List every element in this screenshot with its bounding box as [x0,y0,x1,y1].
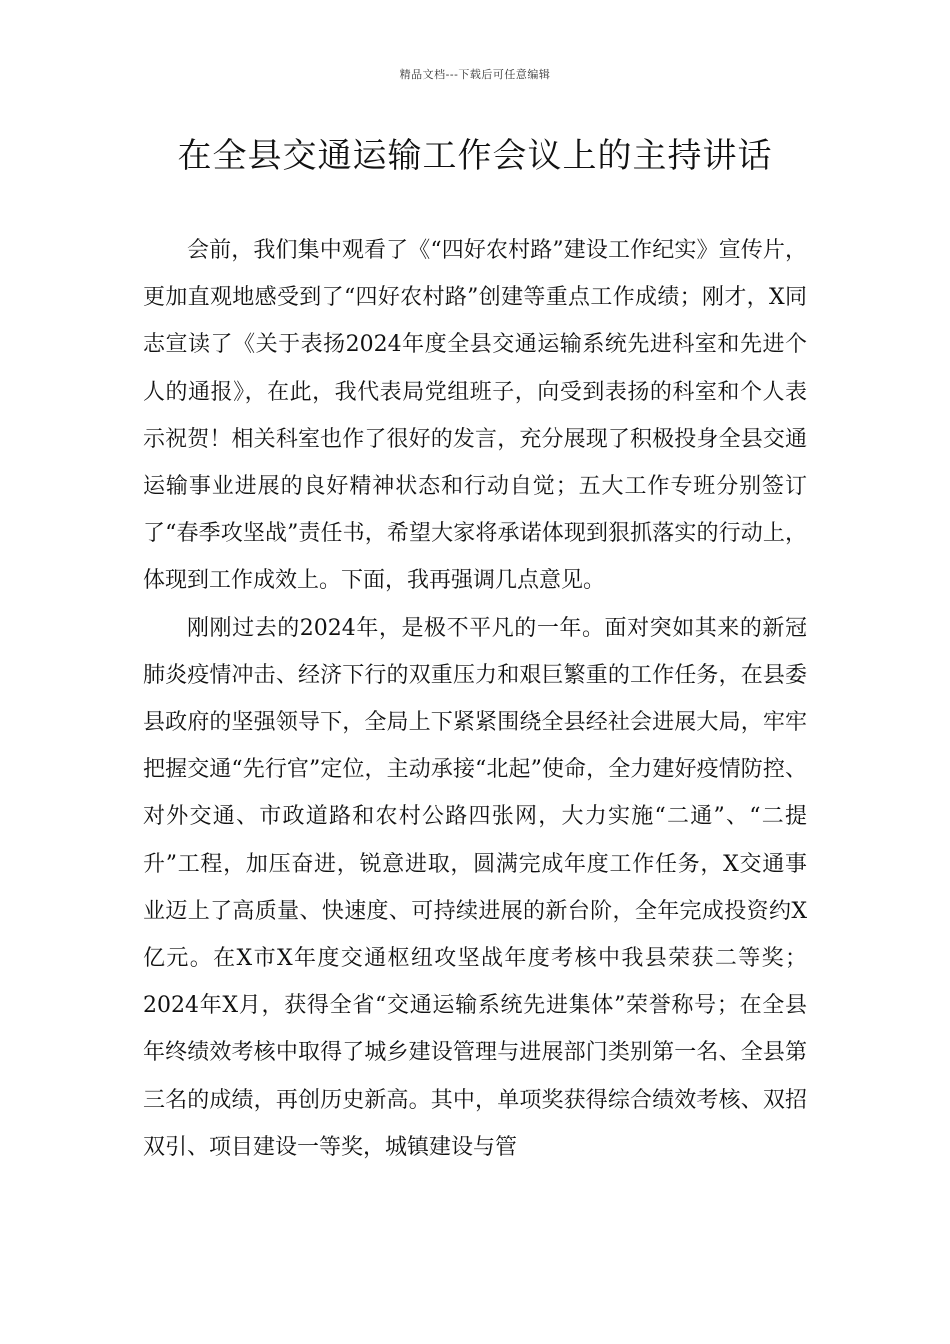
document-body [143,227,807,1171]
paragraph: 会前，我们集中观看了《“四好农村路”建设工作纪实》宣传片，更加直观地感受到了“四好农村路”创建等重点工作成绩；刚才，X同志宣读了《关于表扬2024年度全县交通运输系统先进科室和先进个人的通报》，在此，我代表局党组班子，向受到表扬的科室和个人表示祝贺！相关科室也作了很好的发言，充分展现了积极投身全县交通运输事业进展的良好精神状态和行动自觉；五大工作专班分别签订了“春季攻坚战”责任书，希望大家将承诺体现到狠抓落实的行动上，体现到工作成效上。下面，我再强调几点意见。 [143,238,807,594]
paragraph: 刚刚过去的2024年，是极不平凡的一年。面对突如其来的新冠肺炎疫情冲击、经济下行的双重压力和艰巨繁重的工作任务，在县委县政府的坚强领导下，全局上下紧紧围绕全县经社会进展大局，牢牢把握交通“先行官”定位，主动承接“北起”使命，全力建好疫情防控、对外交通、市政道路和农村公路四张网，大力实施“二通”、“二提升”工程，加压奋进，锐意进取，圆满完成年度工作任务，X交通事业迈上了高质量、快速度、可持续进展的新台阶，全年完成投资约X亿元。在X市X年度交通枢纽攻坚战年度考核中我县荣获二等奖；2024年X月，获得全省“交通运输系统先进集体”荣誉称号；在全县年终绩效考核中取得了城乡建设管理与进展部门类别第一名、全县第三名的成绩，再创历史新高。其中，单项奖获得综合绩效考核、双招双引、项目建设一等奖，城镇建设与管 [143,615,807,1160]
header-note: 精品文档---下载后可任意编辑 [399,68,551,81]
document-title: 在全县交通运输工作会议上的主持讲话 [177,136,773,176]
